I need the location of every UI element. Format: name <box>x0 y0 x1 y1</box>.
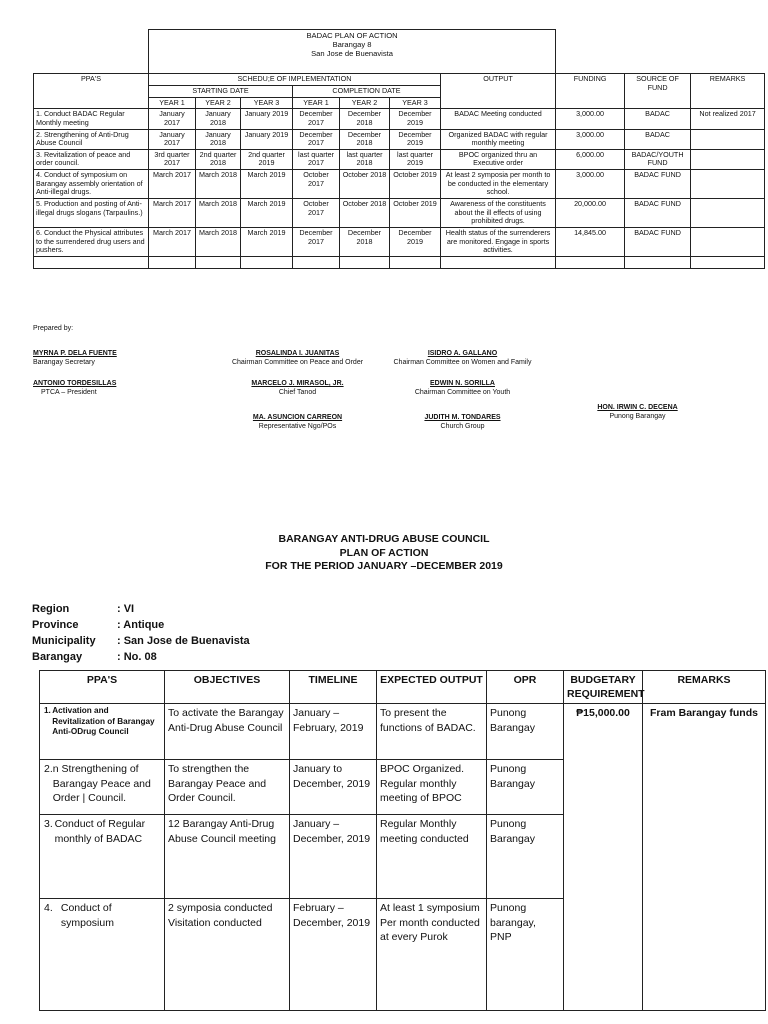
signatory-name: ROSALINDA I. JUANITAS <box>255 350 340 357</box>
plan-title-block <box>149 30 556 74</box>
empty-cell <box>34 256 149 268</box>
ppa-cell: 3. Revitalization of peace and order council. <box>34 149 149 169</box>
plan-municipality: San Jose de Buenavista <box>311 49 393 59</box>
location-key: Region <box>32 603 70 615</box>
header-remarks: REMARKS <box>691 74 765 109</box>
objectives-cell: To activate the Barangay Anti-Drug Abuse Council <box>165 704 290 760</box>
end-year3-cell: December 2019 <box>390 109 441 129</box>
ppa-cell <box>40 760 165 815</box>
end-year3-cell: last quarter 2019 <box>390 149 441 169</box>
empty-cell <box>196 256 241 268</box>
start-year1-cell: 3rd quarter 2017 <box>149 149 196 169</box>
location-key: Province <box>32 619 79 631</box>
opr-cell: Punong Barangay <box>487 704 564 760</box>
empty-cell <box>293 256 340 268</box>
output-cell: At least 1 symposium Per month conducted at every Purok <box>377 899 487 1011</box>
signatory <box>380 380 545 398</box>
timeline-cell: January – December, 2019 <box>290 815 377 899</box>
header-year: YEAR 3 <box>241 97 293 109</box>
end-year2-cell: last quarter 2018 <box>340 149 390 169</box>
row-number: 1. <box>44 706 51 716</box>
start-year1-cell: March 2017 <box>149 199 196 228</box>
signatory-role: Church Group <box>440 422 485 430</box>
plan-barangay: Barangay 8 <box>332 40 372 50</box>
ppa-cell: 1. Conduct BADAC Regular Monthly meeting <box>34 109 149 129</box>
header-funding: FUNDING <box>556 74 625 109</box>
row-number: 2. <box>44 763 53 776</box>
start-year3-cell: March 2019 <box>241 170 293 199</box>
signatory-role: PTCA – President <box>41 388 97 396</box>
output-cell: BPOC Organized. Regular monthly meeting of BPOC <box>377 760 487 815</box>
council-plan-table <box>39 670 766 1011</box>
end-year1-cell: October 2017 <box>293 170 340 199</box>
empty-cell <box>556 256 625 268</box>
funding-cell: 6,000.00 <box>556 149 625 169</box>
remarks-cell <box>691 170 765 199</box>
start-year2-cell: March 2018 <box>196 227 241 256</box>
end-year2-cell: December 2018 <box>340 109 390 129</box>
header-year: YEAR 2 <box>340 97 390 109</box>
header-year: YEAR 2 <box>196 97 241 109</box>
remarks-cell: Fram Barangay funds <box>643 704 766 1011</box>
council-title: BARANGAY ANTI-DRUG ABUSE COUNCIL <box>278 533 490 545</box>
signatory-role: Chairman Committee on Youth <box>414 388 511 396</box>
funding-cell: 20,000.00 <box>556 199 625 228</box>
location-value: : Antique <box>117 619 165 631</box>
start-year3-cell: January 2019 <box>241 129 293 149</box>
output-cell: Regular Monthly meeting conducted <box>377 815 487 899</box>
plan-row <box>34 109 765 129</box>
plan-row <box>34 170 765 199</box>
start-year3-cell: January 2019 <box>241 109 293 129</box>
header-objectives: OBJECTIVES <box>165 671 290 704</box>
plan-title: BADAC PLAN OF ACTION <box>306 31 398 40</box>
ppa-text: n Strengthening of Barangay Peace and Order | Council. <box>52 763 151 804</box>
council-heading <box>0 533 768 574</box>
plan-row <box>34 199 765 228</box>
end-year1-cell: October 2017 <box>293 199 340 228</box>
header-budget: BUDGETARY REQUIREMENT <box>564 671 643 704</box>
header-completion: COMPLETION DATE <box>293 85 441 97</box>
signatory-name: ISIDRO A. GALLANO <box>427 350 498 357</box>
signatory-name: MA. ASUNCION CARREON <box>252 414 343 421</box>
plan-table-body <box>34 109 765 269</box>
opr-cell: Punong Barangay <box>487 815 564 899</box>
signatory-name: MYRNA P. DELA FUENTE <box>33 350 117 357</box>
objectives-cell: 2 symposia conducted Visitation conducted <box>165 899 290 1011</box>
start-year3-cell: 2nd quarter 2019 <box>241 149 293 169</box>
signatory-name: HON. IRWIN C. DECENA <box>597 404 678 411</box>
end-year2-cell: October 2018 <box>340 170 390 199</box>
end-year1-cell: December 2017 <box>293 227 340 256</box>
funding-cell: 3,000.00 <box>556 170 625 199</box>
budget-cell: ₱15,000.00 <box>564 704 643 1011</box>
start-year2-cell: January 2018 <box>196 109 241 129</box>
funding-cell: 3,000.00 <box>556 109 625 129</box>
signatory <box>380 414 545 432</box>
timeline-cell: February – December, 2019 <box>290 899 377 1011</box>
funding-cell: 3,000.00 <box>556 129 625 149</box>
objectives-cell: To strengthen the Barangay Peace and Order Council. <box>165 760 290 815</box>
header-year: YEAR 3 <box>390 97 441 109</box>
council-period: FOR THE PERIOD JANUARY –DECEMBER 2019 <box>265 560 503 573</box>
remarks-cell <box>691 149 765 169</box>
council-subtitle: PLAN OF ACTION <box>339 546 429 559</box>
start-year1-cell: January 2017 <box>149 109 196 129</box>
output-cell: BADAC Meeting conducted <box>441 109 556 129</box>
start-year1-cell: March 2017 <box>149 170 196 199</box>
location-key: Barangay <box>32 651 83 663</box>
header-expected-output: EXPECTED OUTPUT <box>377 671 487 704</box>
signatory <box>380 350 545 368</box>
signatory <box>200 350 395 368</box>
signatory-name: JUDITH M. TONDARES <box>424 414 501 421</box>
signatory-name: EDWIN N. SORILLA <box>430 380 495 387</box>
signatory <box>33 380 116 398</box>
header-ppas: PPA'S <box>34 74 149 109</box>
opr-cell: Punong barangay, PNP <box>487 899 564 1011</box>
empty-cell <box>241 256 293 268</box>
location-value: : San Jose de Buenavista <box>117 635 250 647</box>
prepared-by-label: Prepared by: <box>33 325 74 332</box>
plan-row <box>34 129 765 149</box>
output-cell: To present the functions of BADAC. <box>377 704 487 760</box>
header-source: SOURCE OF FUND <box>625 74 691 109</box>
start-year2-cell: March 2018 <box>196 170 241 199</box>
ppa-text: Conduct of Regular monthly of BADAC <box>54 818 146 845</box>
header-starting: STARTING DATE <box>149 85 293 97</box>
end-year2-cell: December 2018 <box>340 129 390 149</box>
output-cell: Awareness of the constituents about the ill effects of using prohibited drugs. <box>441 199 556 228</box>
header-year: YEAR 1 <box>293 97 340 109</box>
location-block <box>32 601 250 665</box>
signatory <box>565 404 710 422</box>
end-year2-cell: October 2018 <box>340 199 390 228</box>
remarks-cell <box>691 129 765 149</box>
signatory-role: Chairman Committee on Peace and Order <box>231 358 364 366</box>
end-year1-cell: December 2017 <box>293 129 340 149</box>
start-year3-cell: March 2019 <box>241 227 293 256</box>
signatory-role: Barangay Secretary <box>33 358 95 366</box>
header-timeline: TIMELINE <box>290 671 377 704</box>
header-output: OUTPUT <box>441 74 556 109</box>
signatory-role: Chairman Committee on Women and Family <box>393 358 532 366</box>
start-year2-cell: January 2018 <box>196 129 241 149</box>
end-year3-cell: December 2019 <box>390 129 441 149</box>
source-cell: BADAC <box>625 129 691 149</box>
signatory-role: Punong Barangay <box>609 412 666 420</box>
ppa-cell <box>40 704 165 760</box>
ppa-cell: 5. Production and posting of Anti-illegal drugs slogans (Tarpaulins.) <box>34 199 149 228</box>
opr-cell: Punong Barangay <box>487 760 564 815</box>
empty-cell <box>441 256 556 268</box>
empty-cell <box>149 256 196 268</box>
plan-row <box>34 227 765 256</box>
empty-cell <box>625 256 691 268</box>
start-year2-cell: March 2018 <box>196 199 241 228</box>
ppa-text: Activation and Revitalization of Barangay Anti-ODrug Council <box>52 706 155 736</box>
remarks-cell <box>691 199 765 228</box>
empty-cell <box>390 256 441 268</box>
source-cell: BADAC <box>625 109 691 129</box>
location-value: : No. 08 <box>117 651 157 663</box>
badac-plan-table <box>33 29 765 269</box>
start-year1-cell: March 2017 <box>149 227 196 256</box>
source-cell: BADAC FUND <box>625 227 691 256</box>
output-cell: At least 2 symposia per month to be conducted in the elementary school. <box>441 170 556 199</box>
signatory <box>33 350 117 368</box>
signatory-name: MARCELO J. MIRASOL, JR. <box>251 380 344 387</box>
objectives-cell: 12 Barangay Anti-Drug Abuse Council meeting <box>165 815 290 899</box>
signatory-name: ANTONIO TORDESILLAS <box>33 380 117 387</box>
timeline-cell: January – February, 2019 <box>290 704 377 760</box>
source-cell: BADAC FUND <box>625 170 691 199</box>
header-schedule: SCHEDU;E OF IMPLEMENTATION <box>149 74 441 86</box>
location-key: Municipality <box>32 635 96 647</box>
output-cell: Health status of the surrenderers are monitored. Engage in sports activities. <box>441 227 556 256</box>
start-year3-cell: March 2019 <box>241 199 293 228</box>
remarks-cell <box>691 227 765 256</box>
end-year3-cell: October 2019 <box>390 199 441 228</box>
source-cell: BADAC FUND <box>625 199 691 228</box>
start-year1-cell: January 2017 <box>149 129 196 149</box>
remarks-cell: Not realized 2017 <box>691 109 765 129</box>
header-ppas: PPA'S <box>40 671 165 704</box>
funding-cell: 14,845.00 <box>556 227 625 256</box>
ppa-cell: 4. Conduct of symposium on Barangay assembly orientation of Anti-illegal drugs. <box>34 170 149 199</box>
ppa-cell: 2. Strengthening of Anti-Drug Abuse Council <box>34 129 149 149</box>
signatory <box>200 380 395 398</box>
timeline-cell: January to December, 2019 <box>290 760 377 815</box>
end-year1-cell: last quarter 2017 <box>293 149 340 169</box>
row-number: 3. <box>44 818 53 831</box>
signatory-role: Chief Tanod <box>278 388 317 396</box>
source-cell: BADAC/YOUTH FUND <box>625 149 691 169</box>
end-year3-cell: October 2019 <box>390 170 441 199</box>
end-year2-cell: December 2018 <box>340 227 390 256</box>
ppa-cell: 6. Conduct the Physical attributes to the surrendered drug users and pushers. <box>34 227 149 256</box>
signatory <box>200 414 395 432</box>
end-year3-cell: December 2019 <box>390 227 441 256</box>
row-number: 4. <box>44 902 53 915</box>
output-cell: Organized BADAC with regular monthly meeting <box>441 129 556 149</box>
ppa-text: Conduct of symposium <box>60 902 114 929</box>
header-year: YEAR 1 <box>149 97 196 109</box>
end-year1-cell: December 2017 <box>293 109 340 129</box>
ppa-cell <box>40 815 165 899</box>
header-opr: OPR <box>487 671 564 704</box>
header-remarks: REMARKS <box>643 671 766 704</box>
empty-cell <box>691 256 765 268</box>
start-year2-cell: 2nd quarter 2018 <box>196 149 241 169</box>
signatory-role: Representative Ngo/POs <box>258 422 337 430</box>
plan-row <box>34 149 765 169</box>
ppa-cell <box>40 899 165 1011</box>
plan-row-empty <box>34 256 765 268</box>
output-cell: BPOC organized thru an Executive order <box>441 149 556 169</box>
empty-cell <box>340 256 390 268</box>
location-value: : VI <box>117 603 135 615</box>
